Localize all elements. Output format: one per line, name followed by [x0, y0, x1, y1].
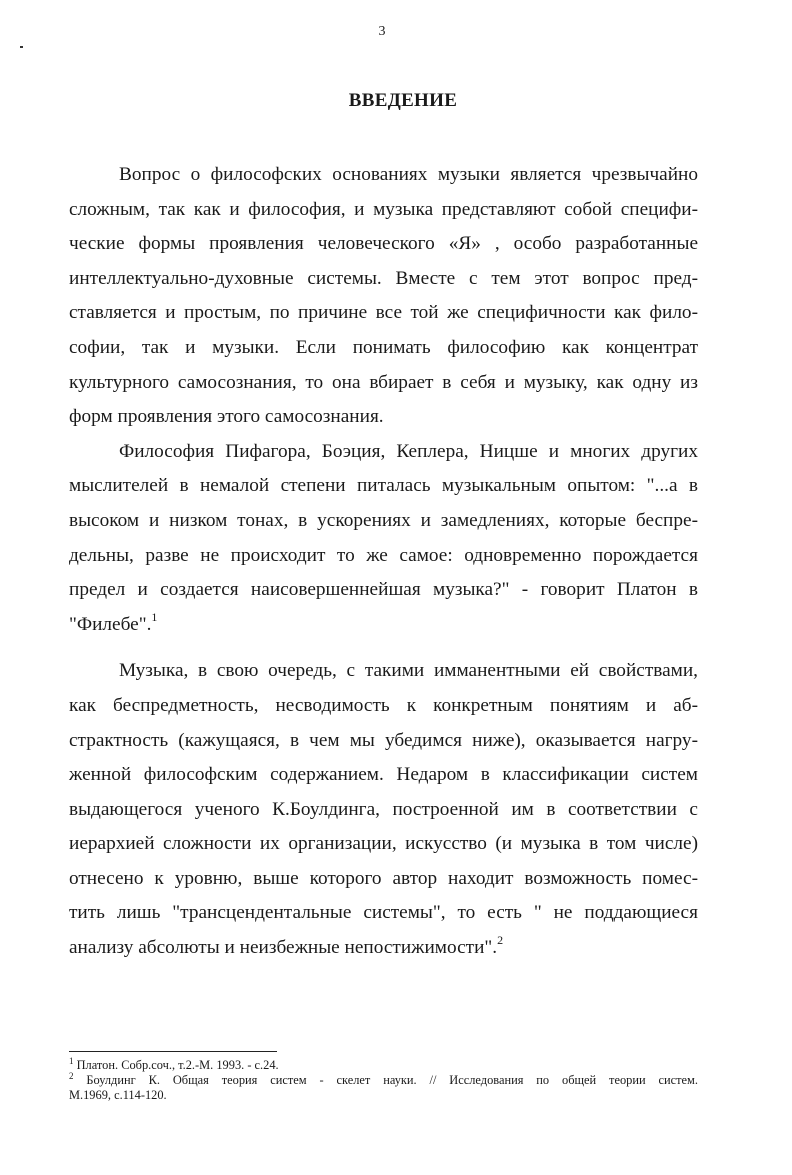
footnote-2-cont: М.1969, с.114-120. — [69, 1088, 167, 1102]
text-line — [69, 931, 698, 966]
main-text — [69, 158, 698, 966]
text-line: Вопрос о философских основаниях музыки является чрезвычайно — [119, 164, 698, 185]
text-line: тить лишь "трансцендентальные системы", то есть " не поддающиеся — [69, 902, 698, 924]
footnotes — [69, 1058, 698, 1103]
text-line: интеллектуально-духовные системы. Вместе с тем этот вопрос пред- — [69, 267, 698, 289]
footnote-marker: 1 — [69, 1056, 74, 1066]
footnote-marker: 2 — [69, 1071, 74, 1081]
text-line: как беспредметность, несводимость к конкретным понятиям и аб- — [69, 694, 698, 716]
text-line: отнесено к уровню, выше которого автор находит возможность помес- — [69, 867, 698, 889]
text-line: Философия Пифагора, Боэция, Кеплера, Ницше и многих других — [119, 440, 698, 462]
footnote-2 — [69, 1073, 698, 1088]
scan-speck — [20, 46, 23, 48]
text-line-content: "Филебе". — [69, 613, 152, 635]
footnote-ref[interactable]: 1 — [151, 609, 158, 624]
text-line: иерархией сложности их организации, искусство (и музыка в том числе) — [69, 833, 698, 855]
footnote-ref[interactable]: 2 — [497, 933, 504, 948]
paragraph-philosophy — [69, 435, 698, 643]
text-line: предел и создается наисовершеннейшая музыка?" - говорит Платон в — [69, 579, 698, 601]
text-line-content: анализу абсолюты и неизбежные непостижимости". — [69, 937, 498, 959]
text-line: ческие формы проявления человеческого «Я» , особо разработанные — [69, 233, 698, 255]
page-number: 3 — [378, 24, 386, 39]
paragraph-music — [69, 654, 698, 965]
text-line: культурного самосознания, то она вбирает в себя и музыку, как одну из — [69, 371, 698, 393]
page-title: ВВЕДЕНИЕ — [348, 90, 458, 111]
text-line: высоком и низком тонах, в ускорениях и замедлениях, которые беспре- — [69, 509, 698, 531]
text-line: страктность (кажущаяся, в чем мы убедимся ниже), оказывается нагру- — [69, 729, 698, 751]
text-line: сложным, так как и философия, и музыка представляют собой специфи- — [69, 198, 698, 220]
text-line: выдающегося ученого К.Боулдинга, построенной им в соответствии с — [69, 798, 698, 820]
text-line: дельны, разве не происходит то же самое: одновременно порождается — [69, 544, 698, 566]
paragraph-intro — [69, 158, 698, 435]
text-line: софии, так и музыки. Если понимать философию как концентрат — [69, 336, 698, 358]
text-line: Музыка, в свою очередь, с такими имманентными ей свойствами, — [119, 660, 698, 682]
text-line — [69, 608, 698, 643]
footnote-text: Боулдинг К. Общая теория систем - скелет науки. // Исследования по общей теории систем. — [86, 1073, 698, 1087]
text-line: женной философским содержанием. Недаром в классификации систем — [69, 764, 698, 786]
footnote-divider — [69, 1051, 277, 1052]
text-line: форм проявления этого самосознания. — [69, 406, 384, 428]
footnote-1 — [69, 1058, 698, 1073]
text-line: мыслителей в немалой степени питалась музыкальным опытом: "...а в — [69, 475, 698, 497]
footnote-text: Платон. Собр.соч., т.2.-М. 1993. - с.24. — [76, 1058, 279, 1072]
text-line: ставляется и простым, по причине все той же специфичности как фило- — [69, 302, 698, 324]
